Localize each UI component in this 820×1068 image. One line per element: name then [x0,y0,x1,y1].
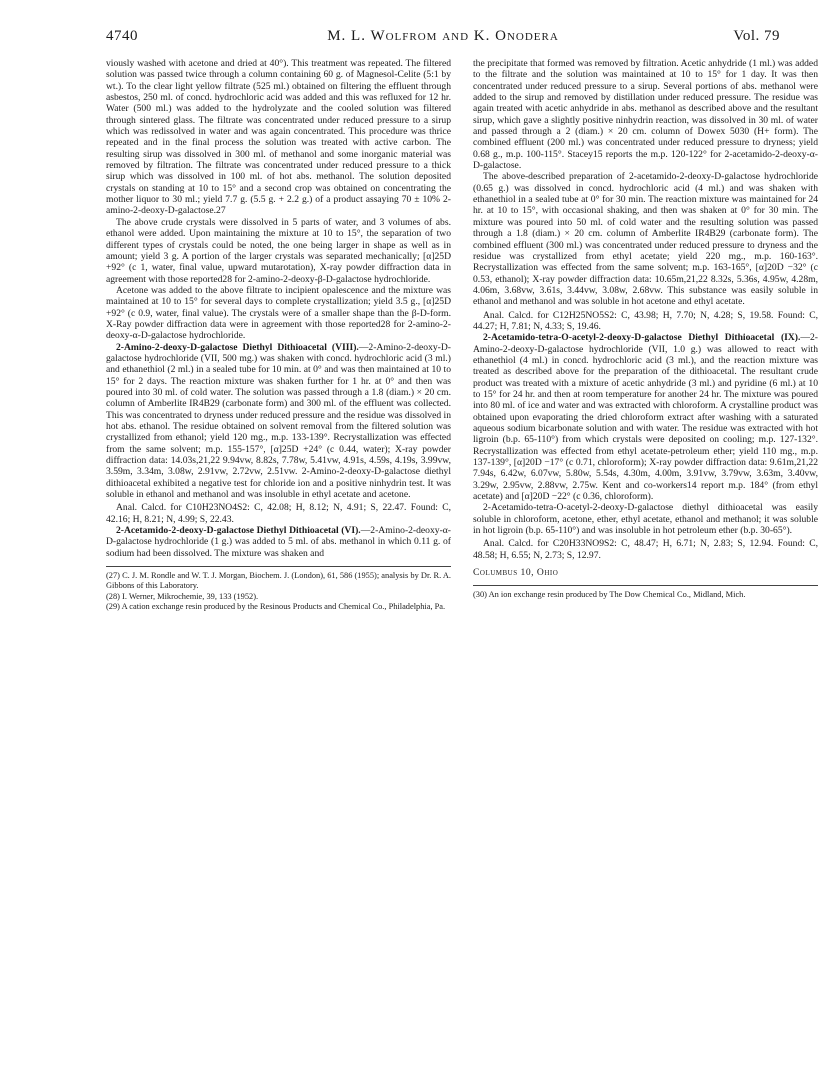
paragraph: The above-described preparation of 2-acetamido-2-deoxy-D-galactose hydrochloride (0.65 g.) was dissolved in concd. hydrochloric acid (4 ml.) and was shaken with ethanethiol in a sealed tube at 0° for 30 min. The reaction mixture was maintained for 24 hr. at 10 to 15°, with occasional shaking, and then was shaken at 0° for 30 min. The mixture was poured into 50 ml. of cold water and the resulting solution was passed through a 1.8 (diam.) × 20 cm. column of Amberlite IR4B29 (carbonate form). The combined effluent (300 ml.) was concentrated under reduced pressure to dryness and the residue was crystallized from ethyl acetate; yield 220 mg., m.p. 160-163°. Recrystallization was effected from the same solvent; m.p. 163-165°, [α]20D −32° (c 0.53, ethanol); X-ray powder diffraction data: 10.65m,21,22 8.32s, 5.36s, 4.95w, 4.28m, 4.06m, 3.68vw, 3.61s, 3.44vw, 3.08w, 2.68vw. This substance was easily soluble in ethanol and methanol and was soluble in hot acetone and ethyl acetate. [473,171,818,308]
footnote-divider [106,566,451,567]
analysis-line: Anal. Calcd. for C20H33NO9S2: C, 48.47; H, 6.71; N, 2.83; S, 12.94. Found: C, 48.58; H, 6.55; N, 2.73; S, 12.97. [473,538,818,561]
footnote-divider [473,585,818,586]
paragraph: the precipitate that formed was removed by filtration. Acetic anhydride (1 ml.) was added to the filtrate and the solution was maintained at 10 to 15° for 1 day. It was then concentrated under reduced pressure to a sirup. Several portions of abs. methanol were added to the sirup and removed by distillation under reduced pressure. The residue was again treated with acetic anhydride in abs. methanol as described above and the resultant sirup, which gave a slightly positive ninhydrin reaction, was dissolved in 30 ml. of water and passed through a 2 (diam.) × 20 cm. column of Dowex 5030 (H+ form). The combined effluent (200 ml.) was concentrated under reduced pressure to dryness; yield 0.68 g., m.p. 100-115°. Stacey15 reports the m.p. 120-122° for 2-acetamido-2-deoxy-α-D-galactose. [473,58,818,172]
section-heading: 2-Acetamido-2-deoxy-D-galactose Diethyl Dithioacetal (VI). [116,525,361,537]
analysis-line: Anal. Calcd. for C10H23NO4S2: C, 42.08; H, 8.12; N, 4.91; S, 22.47. Found: C, 42.16; H, 8.21; N, 4.99; S, 22.43. [106,502,451,525]
paragraph: Acetone was added to the above filtrate to incipient opalescence and the mixture was maintained at 10 to 15° for several days to complete crystallization; yield 3.5 g., [α]25D +92° (c 0.9, water, final value). The crystals were of a smaller shape than the β-D-form. X-Ray powder diffraction data were in agreement with those reported28 for 2-amino-2-deoxy-α-D-galactose hydrochloride. [106,284,451,342]
running-authors: M. L. Wolfrom and K. Onodera [327,28,559,44]
footnote: (29) A cation exchange resin produced by the Resinous Products and Chemical Co., Philadelphia, Pa. [106,601,446,611]
paragraph: —2-Amino-2-deoxy-α-D-galactose hydrochloride (1 g.) was added to 5 ml. of abs. methanol in which 0.11 g. of sodium had been dissolved. The mixture was shaken and [106,525,451,559]
paragraph: viously washed with acetone and dried at 40°). This treatment was repeated. The filtered solution was passed twice through a column containing 60 g. of Magnesol-Celite (5:1 by wt.). To the clear light yellow filtrate (525 ml.) obtained on filtering the effluent through asbestos, 250 ml. of concd. hydrochloric acid was added and this was refluxed for 12 hr. Water (500 ml.) was added to the hydrolyzate and the cooled solution was filtered through sintered glass. The filtrate was concentrated under reduced pressure to a sirup which was redissolved in water and was again concentrated. This procedure was thrice repeated and in the final process the solution was treated with active carbon. The resulting sirup was dissolved in 300 ml. of methanol and some inorganic material was removed by filtration. The filtrate was concentrated under reduced pressure to a thick sirup which was dissolved in 100 ml. of hot abs. methanol. The solution deposited crystals on standing at 10 to 15° and a second crop was obtained on concentrating the mother liquor to 30 ml.; yield 7.7 g. (5.5 g. + 2.2 g.) of a product assaying 70 ± 10% 2-amino-2-deoxy-D-galactose.27 [106,58,451,217]
footnote: (28) I. Werner, Mikrochemie, 39, 133 (1952). [106,591,259,601]
paragraph: The above crude crystals were dissolved in 5 parts of water, and 3 volumes of abs. ethanol were added. Upon maintaining the mixture at 10 to 15°, the separation of two different types of crystals could be noted, the one being larger in shape as well as in amount; yield 3 g. A portion of the larger crystals was separated mechanically; [α]25D +92° (c 1, water, final value, upward mutarotation), X-ray powder diffraction data in agreement with those reported28 for 2-amino-2-deoxy-β-D-galactose hydrochloride. [106,216,451,285]
volume-label: Vol. 79 [733,28,780,44]
section-paragraph [106,342,451,501]
paragraph: 2-Acetamido-tetra-O-acetyl-2-deoxy-D-galactose diethyl dithioacetal was easily soluble in chloroform, acetone, ether, ethyl acetate, ethanol and methanol; it was soluble in hot ligroin (b.p. 65-110°) and was insoluble in hot petroleum ether (b.p. 30-65°). [473,502,818,537]
paragraph: —2-Amino-2-deoxy-D-galactose hydrochloride (VII, 1.0 g.) was allowed to react with ethanethiol (4 ml.) in concd. hydrochloric acid (3 ml.), and the reaction mixture was treated as described above for the preparation of the dithioacetal. The resultant crude product was treated with a mixture of acetic anhydride (3 ml.) and pyridine (6 ml.) at 10 to 15° for 24 hr. and then at room temperature for another 24 hr. The mixture was poured into 80 ml. of ice and water and was extracted with chloroform. A crystalline product was obtained upon evaporating the dried chloroform extract after washing with a saturated aqueous sodium bicarbonate solution and with water. The residue was extracted with hot ligroin (b.p. 65-110°) from which crystals were deposited on cooling; m.p. 127-132°. Recrystallization was effected from ethyl acetate-petroleum ether; yield 110 mg., m.p. 137-139°, [α]20D −17° (c 0.71, chloroform); X-ray powder diffraction data: 9.61m,21,22 7.94s, 6.42w, 6.07vw, 5.80w, 5.54s, 4.30m, 4.00m, 3.91vw, 3.79vw, 3.63m, 3.40vw, 3.29w, 2.95vw, 2.88vw, 2.75w. Kent and co-workers14 report m.p. 184° (from ethyl acetate) and [α]20D −22° (c 0.36, chloroform). [473,332,818,503]
section-heading: 2-Acetamido-tetra-O-acetyl-2-deoxy-D-galactose Diethyl Dithioacetal (IX). [483,332,801,344]
running-head [106,28,780,48]
section-paragraph [473,332,818,502]
footnote: (27) C. J. M. Rondle and W. T. J. Morgan, Biochem. J. (London), 61, 586 (1955); analysis by Dr. R. A. Gibbons of this Laboratory. [106,571,451,591]
section-heading: 2-Amino-2-deoxy-D-galactose Diethyl Dithioacetal (VIII). [116,341,359,353]
analysis-line: Anal. Calcd. for C12H25NO5S2: C, 43.98; H, 7.70; N, 4.28; S, 19.58. Found: C, 44.27; H, 7.81; N, 4.33; S, 19.46. [473,309,818,332]
footnote: (30) An ion exchange resin produced by The Dow Chemical Co., Midland, Mich. [473,590,746,600]
page-number: 4740 [106,28,138,44]
paragraph: —2-Amino-2-deoxy-D-galactose hydrochloride (VII, 500 mg.) was shaken with concd. hydrochloric acid (3 ml.) and ethanethiol (2 ml.) in a sealed tube for 10 min. at 0° and was then maintained at 10 to 15° for 2 days. The reaction mixture was shaken further for 1 hr. at 0° and then was poured into 30 ml. of cold water. The solution was passed through a 1.8 (diam.) × 20 cm. column of Amberlite IR4B29 (carbonate form) and 300 ml. of the effluent was collected. This was concentrated to dryness under reduced pressure and the residue was dissolved in hot abs. ethanol. The residue obtained on solvent removal from the filtered solution was crystallized from ethanol; yield 120 mg., m.p. 133-139°. Recrystallization was effected from the same solvent; m.p. 155-157°, [α]25D +24° (c 0.44, water); X-ray powder diffraction data: 14.03s,21,22 9.94vw, 8.82s, 7.78w, 5.41vw, 4.91s, 4.59s, 4.19s, 3.99vw, 3.59m, 3.34m, 3.08w, 2.91vw, 2.72vw, 2.51vw. 2-Amino-2-deoxy-D-galactose diethyl dithioacetal exhibited a negative test for chloride ion and a positive ninhydrin test. It was soluble in ethanol and methanol and was insoluble in ethyl acetate and acetone. [106,341,452,501]
author-location: Columbus 10, Ohio [473,567,559,579]
section-paragraph [106,525,451,559]
right-column [473,58,818,601]
left-column [106,58,451,612]
